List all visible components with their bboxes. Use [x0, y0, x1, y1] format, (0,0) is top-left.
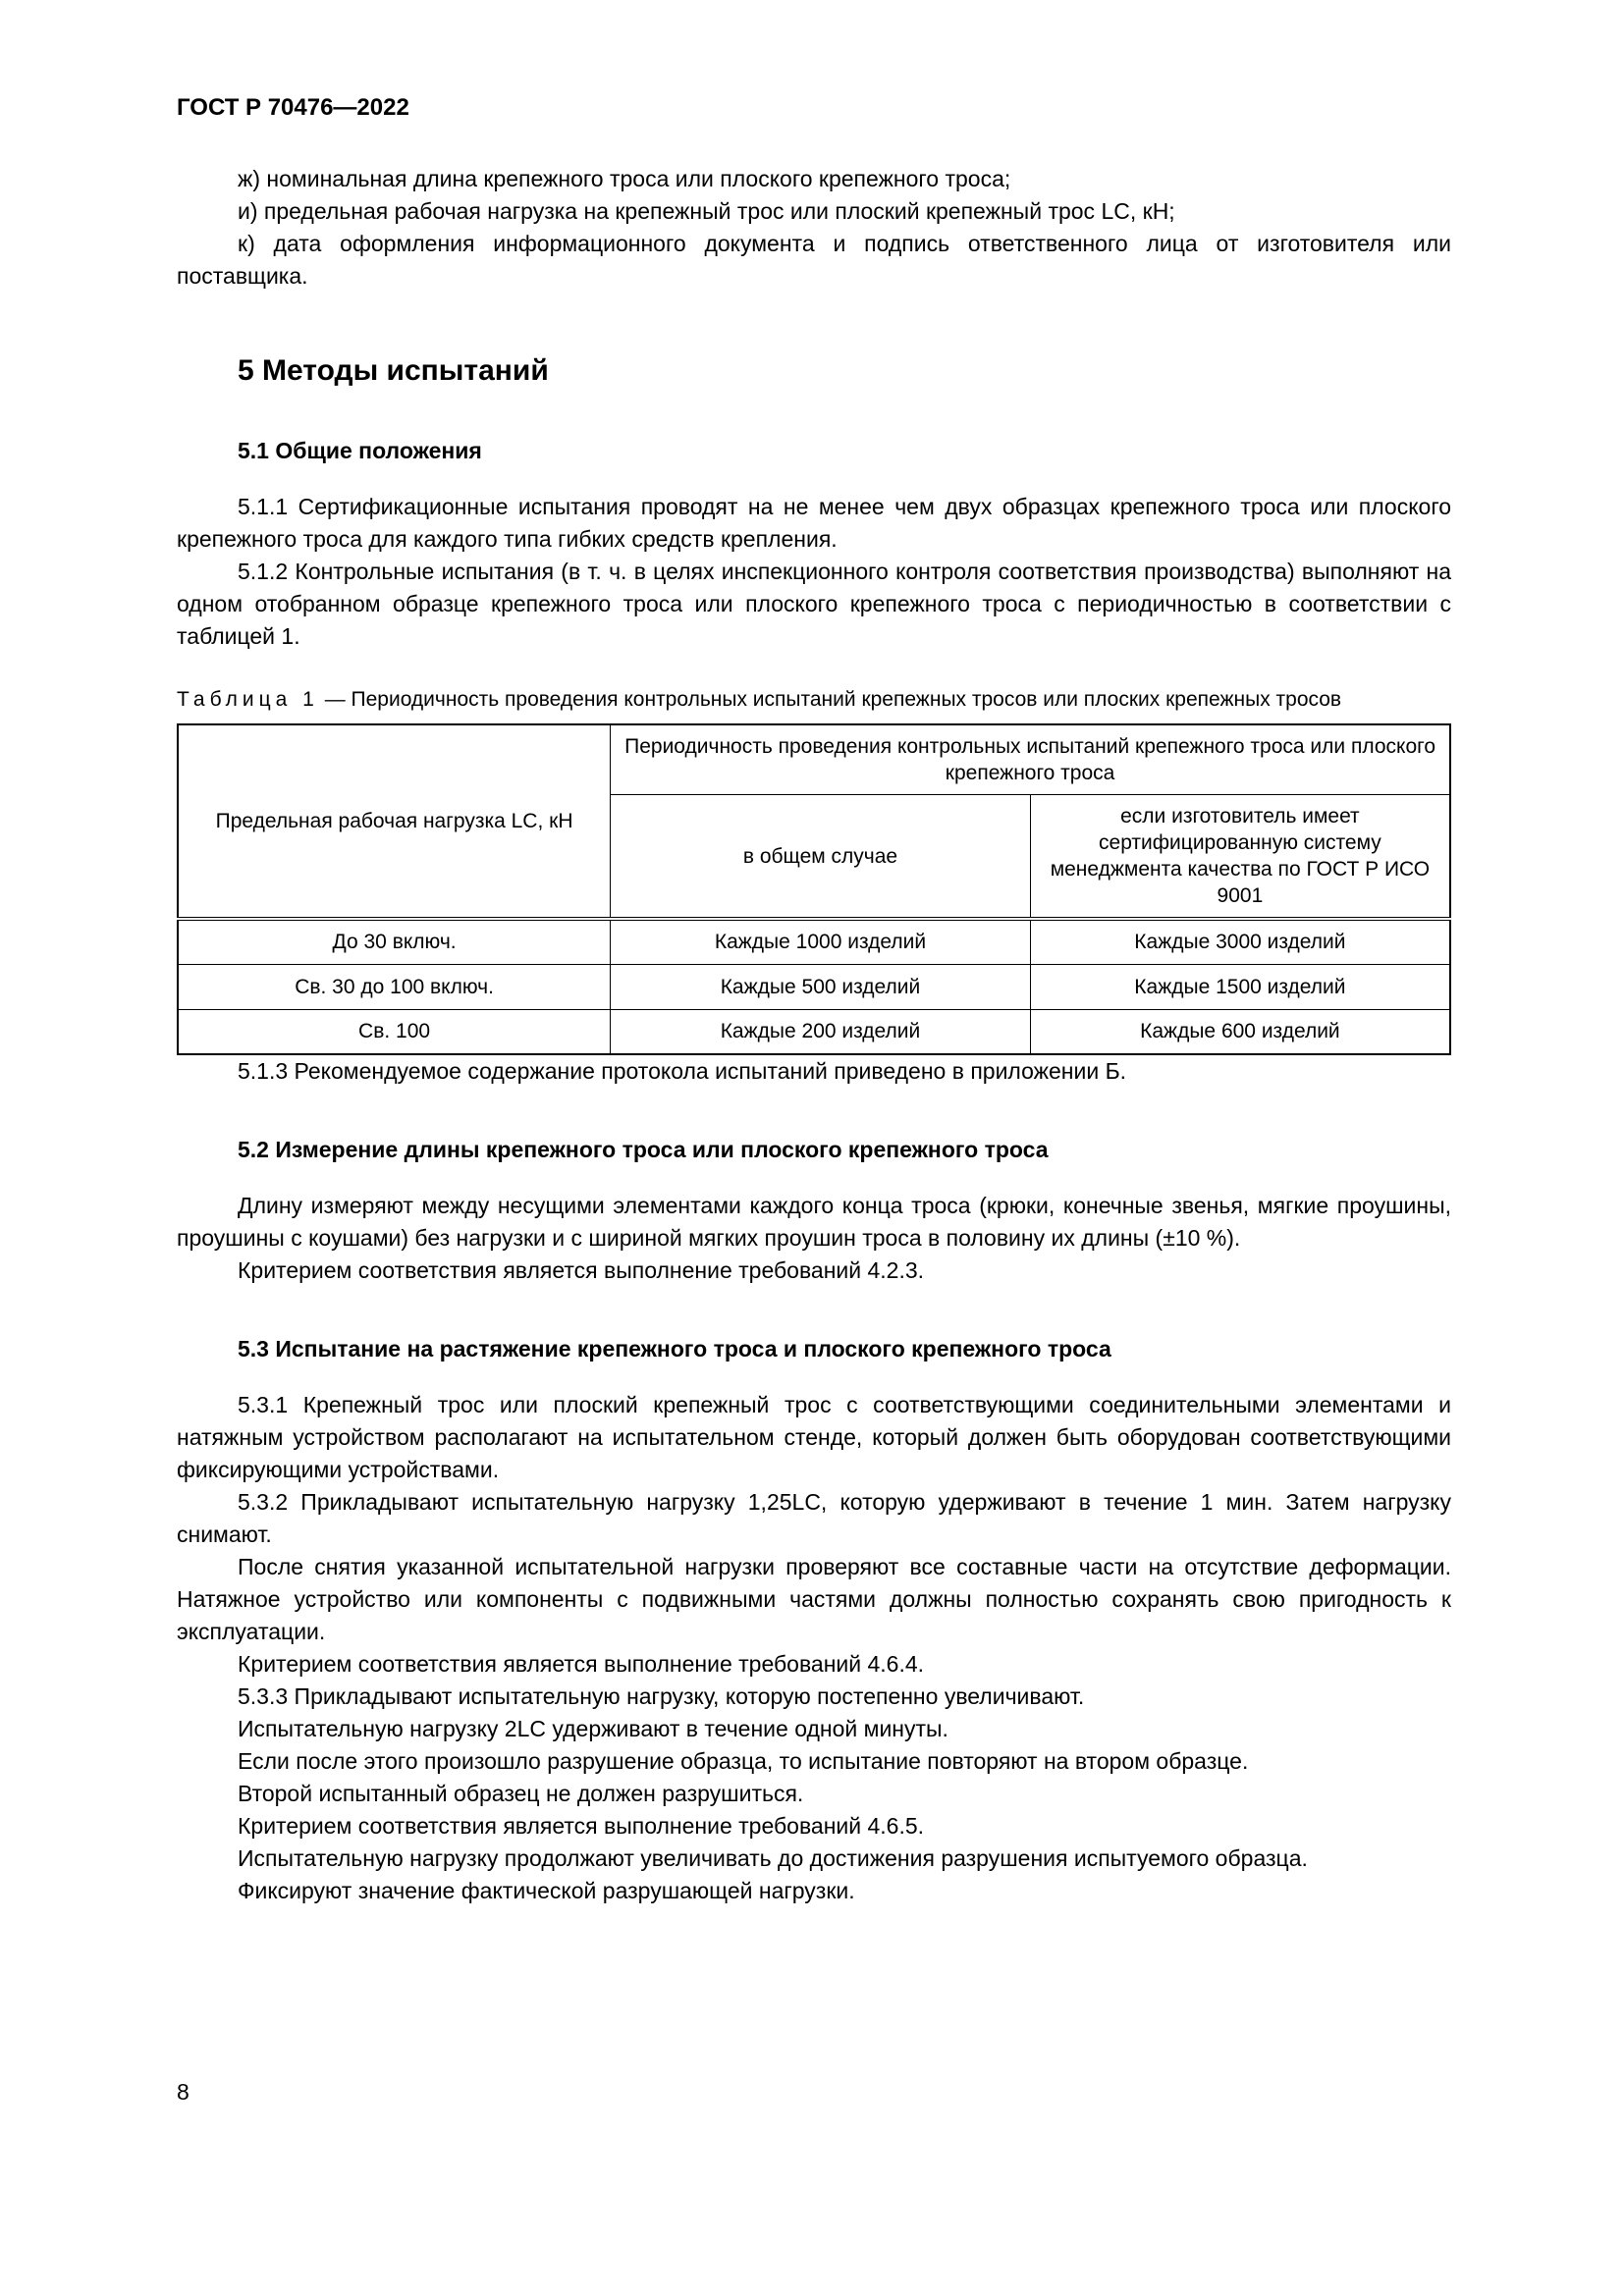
paragraph-5-3-3f: Фиксируют значение фактической разрушающей нагрузки.: [238, 1878, 855, 1903]
table-row: [178, 919, 1450, 964]
doc-code-header: ГОСТ Р 70476—2022: [177, 94, 409, 121]
intro-item-k: к) дата оформления информационного документа и подпись ответственного лица от изготовителя или поставщика.: [177, 231, 1451, 289]
paragraph-5-3-1: 5.3.1 Крепежный трос или плоский крепежный трос с соответствующими соединительными элементами и натяжным устройством располагают на испытательном стенде, который должен быть оборудован соответствующими фиксирующими устройствами.: [177, 1392, 1451, 1482]
table-cell: Каждые 600 изделий: [1030, 1009, 1450, 1054]
paragraph-5-3-2: 5.3.2 Прикладывают испытательную нагрузку 1,25LC, которую удерживают в течение 1 мин. Затем нагрузку снимают.: [177, 1489, 1451, 1547]
paragraph-5-2-1: Длину измеряют между несущими элементами каждого конца троса (крюки, конечные звенья, мягкие проушины, проушины с коушами) без нагрузки и с шириной мягких проушин троса в половину их длины (±10 %).: [177, 1193, 1451, 1251]
paragraph-5-3-3e: Испытательную нагрузку продолжают увеличивать до достижения разрушения испытуемого образца.: [238, 1845, 1308, 1871]
table-header-general: в общем случае: [611, 795, 1031, 920]
paragraph-5-3-2a: После снятия указанной испытательной нагрузки проверяют все составные части на отсутствие деформации. Натяжное устройство или компоненты с подвижными частями должны полностью сохранять свою пригодность к эксплуатации.: [177, 1554, 1451, 1644]
table-1-caption: [177, 686, 1451, 714]
table-cell: Каждые 200 изделий: [611, 1009, 1031, 1054]
table-header-group: Периодичность проведения контрольных испытаний крепежного троса или плоского крепежного троса: [611, 724, 1450, 795]
section-5-3-title: 5.3 Испытание на растяжение крепежного троса и плоского крепежного троса: [238, 1336, 1111, 1362]
paragraph-5-1-1: 5.1.1 Сертификационные испытания проводят на не менее чем двух образцах крепежного троса или плоского крепежного троса для каждого типа гибких средств крепления.: [177, 494, 1451, 552]
table-row: [178, 1009, 1450, 1054]
paragraph-5-1-3: 5.1.3 Рекомендуемое содержание протокола испытаний приведено в приложении Б.: [238, 1058, 1127, 1084]
table-cell: До 30 включ.: [178, 919, 611, 964]
table-cell: Каждые 500 изделий: [611, 964, 1031, 1009]
paragraph-5-3-3b: Если после этого произошло разрушение образца, то испытание повторяют на втором образце.: [238, 1748, 1249, 1774]
table-header-row-1: [178, 724, 1450, 795]
paragraph-5-3-3d: Критерием соответствия является выполнение требований 4.6.5.: [238, 1813, 925, 1839]
table-cell: Каждые 1000 изделий: [611, 919, 1031, 964]
intro-item-zh: ж) номинальная длина крепежного троса или плоского крепежного троса;: [238, 166, 1011, 191]
intro-item-i: и) предельная рабочая нагрузка на крепежный трос или плоский крепежный трос LC, кН;: [238, 198, 1175, 224]
paragraph-5-3-3a: Испытательную нагрузку 2LC удерживают в течение одной минуты.: [238, 1716, 948, 1741]
table-1-label: Таблица 1: [177, 688, 319, 711]
table-row: [178, 964, 1450, 1009]
table-cell: Св. 100: [178, 1009, 611, 1054]
paragraph-5-3-3: 5.3.3 Прикладывают испытательную нагрузку, которую постепенно увеличивают.: [238, 1683, 1085, 1709]
paragraph-5-3-2b: Критерием соответствия является выполнение требований 4.6.4.: [238, 1651, 925, 1677]
table-1: [177, 723, 1451, 1055]
section-5-title: 5 Методы испытаний: [238, 354, 549, 387]
table-header-cert: если изготовитель имеет сертифицированную систему менеджмента качества по ГОСТ Р ИСО 9001: [1030, 795, 1450, 920]
paragraph-5-2-2: Критерием соответствия является выполнение требований 4.2.3.: [238, 1257, 925, 1283]
paragraph-5-3-3c: Второй испытанный образец не должен разрушиться.: [238, 1781, 804, 1806]
section-5-2-title: 5.2 Измерение длины крепежного троса или плоского крепежного троса: [238, 1137, 1049, 1162]
page-number: 8: [177, 2079, 189, 2105]
table-1-caption-text: — Периодичность проведения контрольных испытаний крепежных тросов или плоских крепежных тросов: [318, 688, 1342, 711]
section-5-1-title: 5.1 Общие положения: [238, 438, 482, 463]
table-cell: Каждые 3000 изделий: [1030, 919, 1450, 964]
paragraph-5-1-2: 5.1.2 Контрольные испытания (в т. ч. в целях инспекционного контроля соответствия производства) выполняют на одном отобранном образце крепежного троса или плоского крепежного троса с периодичностью в соответствии с таблицей 1.: [177, 559, 1451, 649]
table-cell: Св. 30 до 100 включ.: [178, 964, 611, 1009]
table-cell: Каждые 1500 изделий: [1030, 964, 1450, 1009]
table-header-lc: Предельная рабочая нагрузка LC, кН: [178, 724, 611, 919]
